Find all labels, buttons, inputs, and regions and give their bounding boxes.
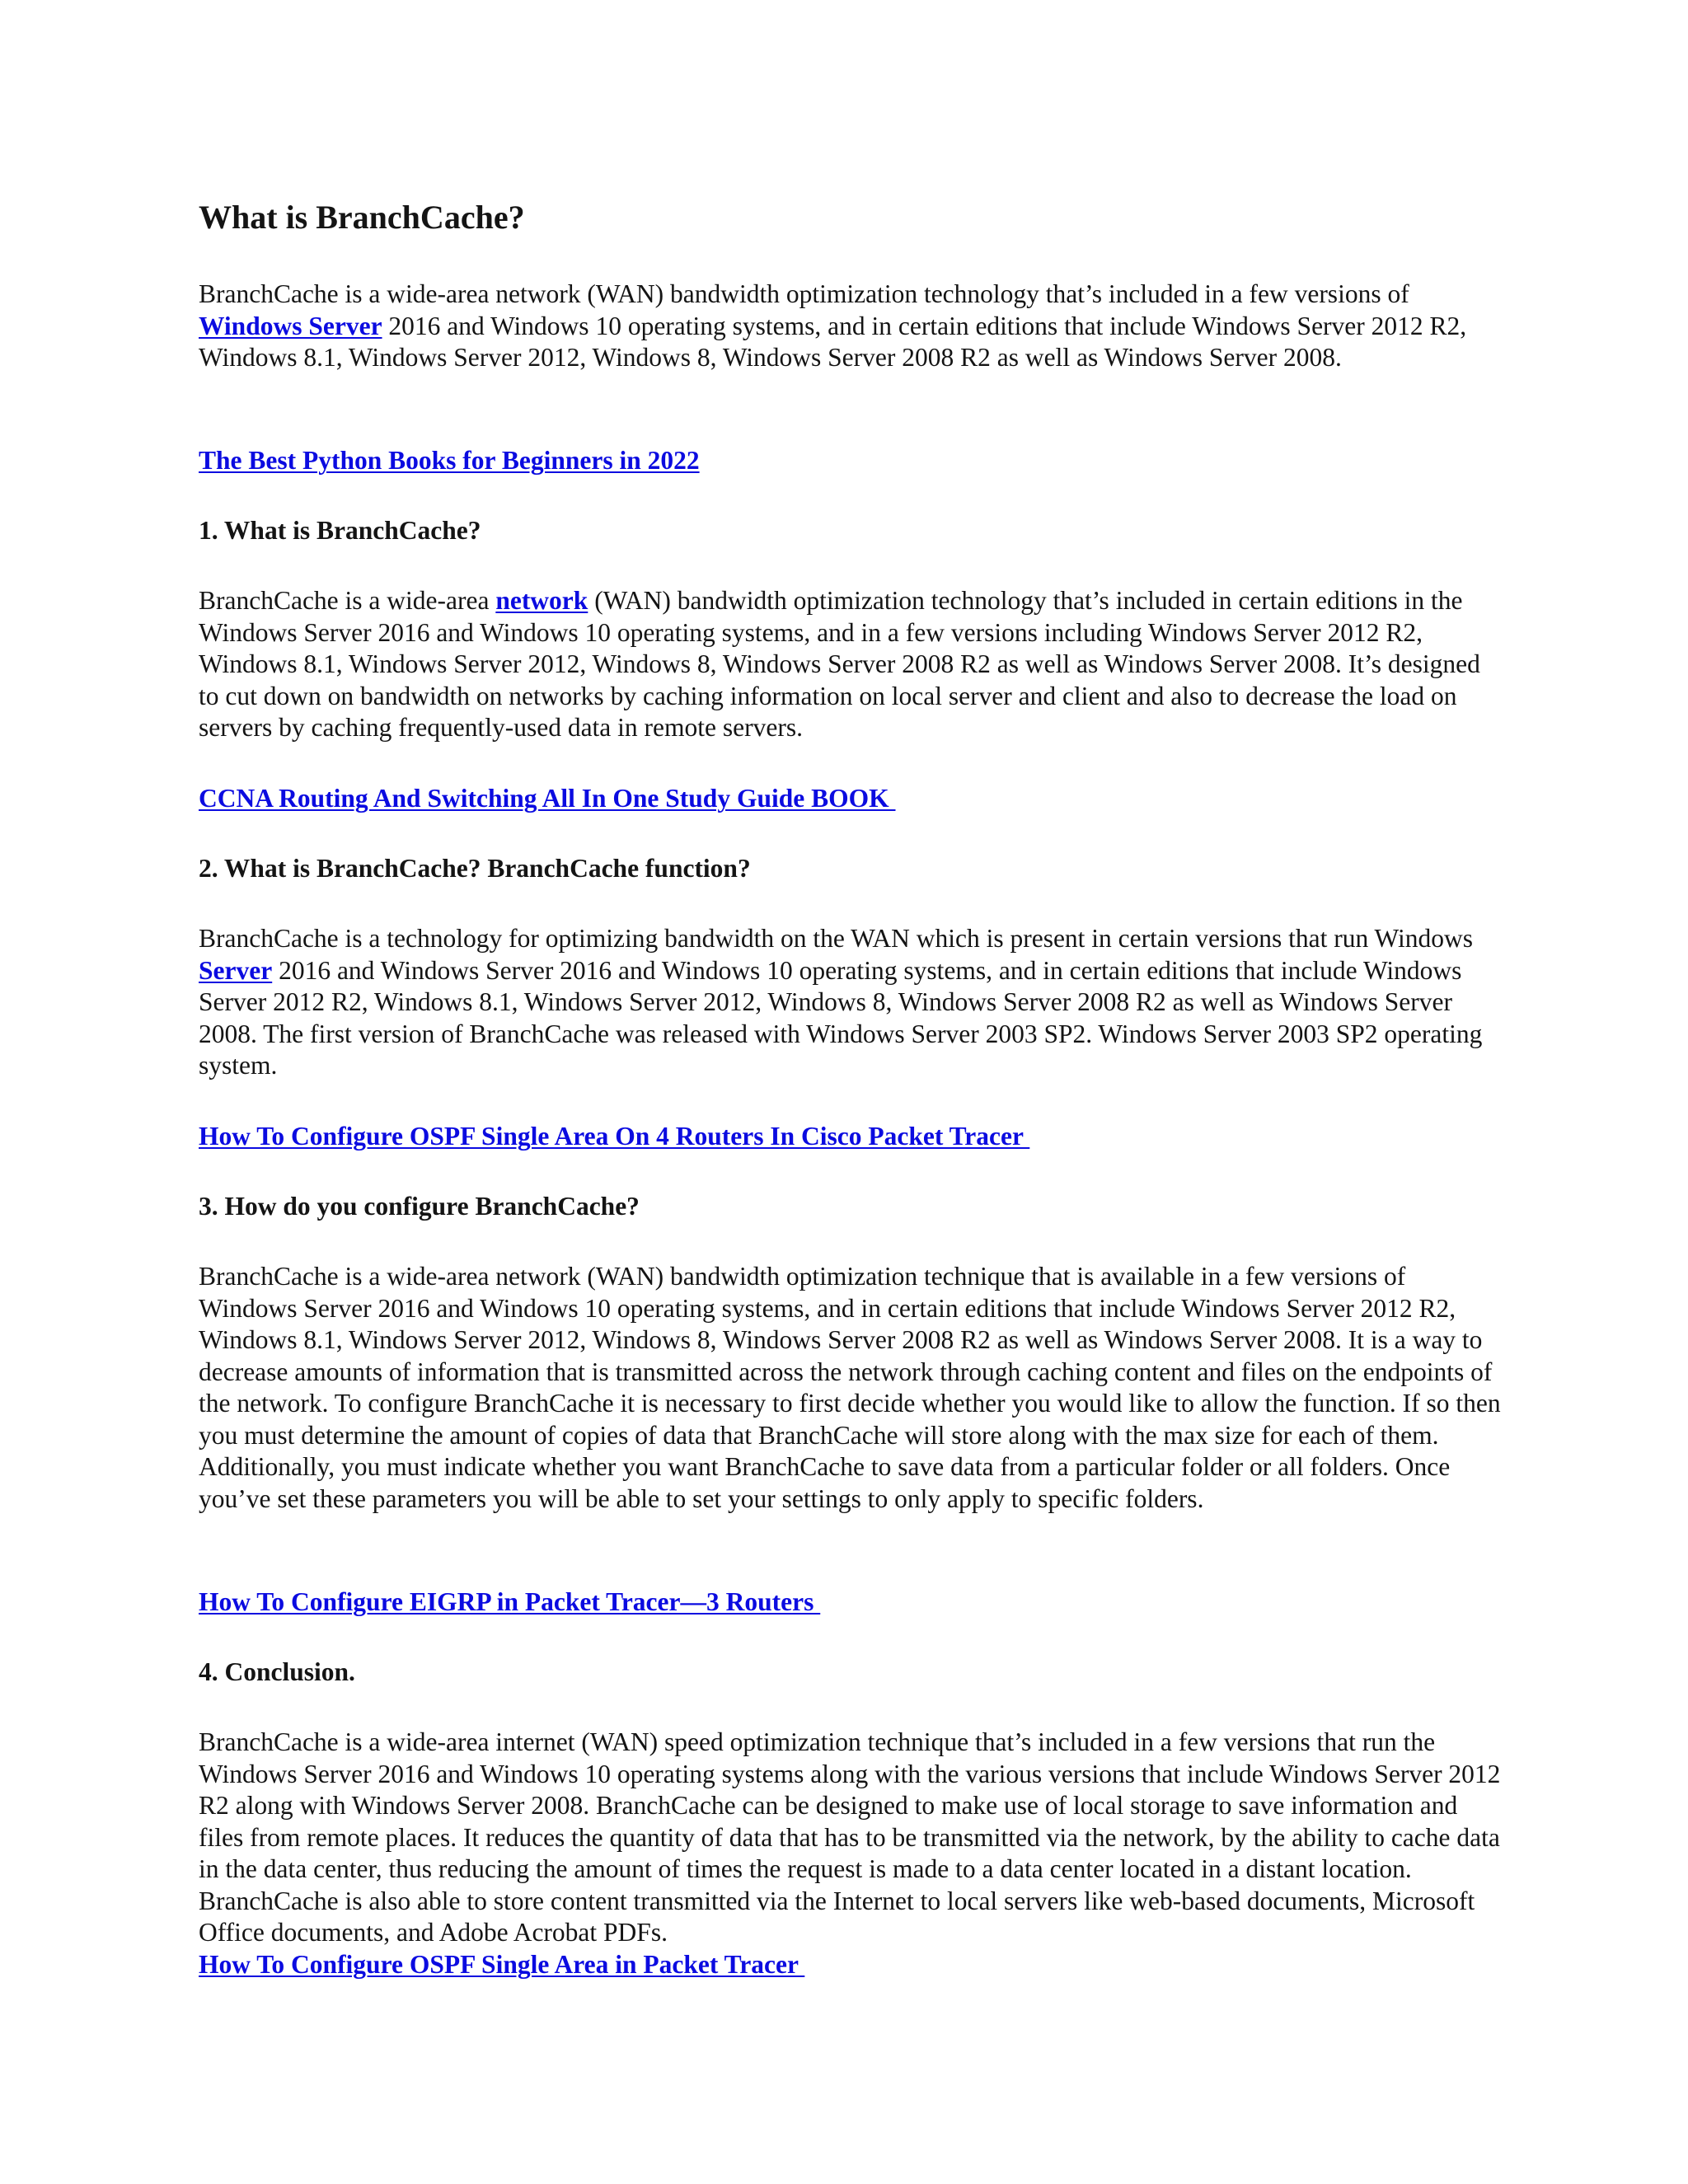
ccna-book-link[interactable]: CCNA Routing And Switching All In One Study Guide BOOK — [199, 784, 896, 813]
ospf-single-area-link[interactable]: How To Configure OSPF Single Area in Packet Tracer — [199, 1950, 805, 1979]
section-1-text-after: (WAN) bandwidth optimization technology that’s included in certain editions in the Windows Server 2016 and Windows 10 operating systems, and in a few versions including Windows Server 2012 R2, Windows 8.1, Windows Server 2012, Windows 8, Windows Server 2008 R2 as well as Windows Server 2008. It’s designed to cut down on bandwidth on networks by caching information on local server and client and also to decrease the load on servers by caching frequently-used data in remote servers. — [199, 586, 1480, 742]
section-1-heading: 1. What is BranchCache? — [199, 516, 481, 545]
section-2-text-after: 2016 and Windows Server 2016 and Windows 10 operating systems, and in certain editions that include Windows Server 2012 R2, Windows 8.1, Windows Server 2012, Windows 8, Windows Server 2008 R2 as well as Windows Server 2008. The first version of BranchCache was released with Windows Server 2003 SP2. Windows Server 2003 SP2 operating system. — [199, 955, 1483, 1080]
ospf-single-area-link-line — [199, 1949, 804, 1981]
network-link[interactable]: network — [495, 586, 588, 615]
ccna-book-link-line — [199, 783, 896, 815]
windows-server-link[interactable]: Windows Server — [199, 311, 382, 340]
intro-text-after: 2016 and Windows 10 operating systems, and in certain editions that include Windows Server 2012 R2, Windows 8.1, Windows Server 2012, Windows 8, Windows Server 2008 R2 as well as Windows Server 2008. — [199, 311, 1467, 372]
ospf-4-routers-link-line — [199, 1121, 1029, 1153]
section-2-text-before: BranchCache is a technology for optimizing bandwidth on the WAN which is present in certain versions that run Windows — [199, 924, 1473, 953]
section-4-heading: 4. Conclusion. — [199, 1657, 355, 1686]
page-title: What is BranchCache? — [199, 199, 525, 236]
section-3-heading: 3. How do you configure BranchCache? — [199, 1192, 640, 1221]
ospf-4-routers-link[interactable]: How To Configure OSPF Single Area On 4 Routers In Cisco Packet Tracer — [199, 1122, 1030, 1151]
python-books-link[interactable]: The Best Python Books for Beginners in 2022 — [199, 446, 700, 475]
section-4-paragraph: BranchCache is a wide-area internet (WAN) speed optimization technique that’s included in a few versions that run the Windows Server 2016 and Windows 10 operating systems along with the various versions that include Windows Server 2012 R2 along with Windows Server 2008. BranchCache can be designed to make use of local storage to save information and files from remote places. It reduces the quantity of data that has to be transmitted via the network, by the ability to cache data in the data center, thus reducing the amount of times the request is made to a data center located in a distant location. BranchCache is also able to store content transmitted via the Internet to local servers like web-based documents, Microsoft Office documents, and Adobe Acrobat PDFs. — [199, 1727, 1501, 1947]
server-link[interactable]: Server — [199, 955, 273, 985]
eigrp-link[interactable]: How To Configure EIGRP in Packet Tracer—3 Routers — [199, 1587, 821, 1616]
section-2-heading: 2. What is BranchCache? BranchCache function? — [199, 854, 751, 883]
section-1-paragraph — [199, 585, 1501, 744]
eigrp-link-line — [199, 1586, 820, 1619]
intro-text-before: BranchCache is a wide-area network (WAN) bandwidth optimization technology that’s included in a few versions of — [199, 279, 1409, 308]
section-1-text-before: BranchCache is a wide-area — [199, 586, 496, 615]
section-3-paragraph: BranchCache is a wide-area network (WAN) bandwidth optimization technique that is available in a few versions of Windows Server 2016 and Windows 10 operating systems, and in certain editions that include Windows Server 2012 R2, Windows 8.1, Windows Server 2012, Windows 8, Windows Server 2008 R2 as well as Windows Server 2008. It is a way to decrease amounts of information that is transmitted across the network through caching content and files on the endpoints of the network. To configure BranchCache it is necessary to first decide whether you would like to allow the function. If so then you must determine the amount of copies of data that BranchCache will store along with the max size for each of them. Additionally, you must indicate whether you want BranchCache to save data from a particular folder or all folders. Once you’ve set these parameters you will be able to set your settings to only apply to specific folders. — [199, 1262, 1501, 1513]
python-books-link-line — [199, 445, 700, 477]
intro-paragraph — [199, 279, 1501, 374]
section-2-paragraph — [199, 923, 1501, 1082]
